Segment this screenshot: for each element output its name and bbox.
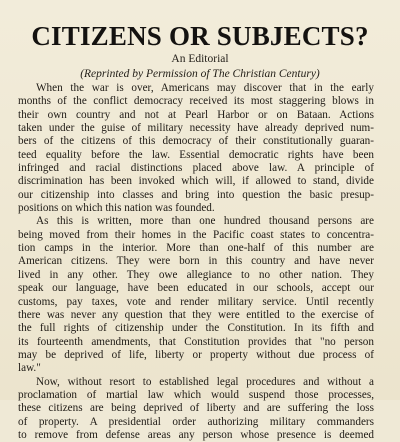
body-line: these citizens are being deprived of liberty and are suffering the loss <box>18 402 374 415</box>
body-line: taken under the guise of military necessity have already deprived num- <box>18 122 374 135</box>
body-line: there was never any question that they were entitled to the exercise of <box>18 308 374 321</box>
body-line: law." <box>18 362 41 375</box>
body-line: bers of the citizens of this democracy of their constitutionally guaran- <box>18 135 374 148</box>
body-line: being moved from their homes in the Pacific coast states to concentra- <box>18 228 374 241</box>
body-line: Now, without resort to established legal procedures and without a <box>36 375 374 388</box>
body-line: American citizens. They were born in this country and have never <box>18 255 374 268</box>
reprint-note: (Reprinted by Permission of The Christian Century) <box>80 68 320 80</box>
body-line: to remove from defense areas any person whose presence is deemed <box>18 428 374 441</box>
editorial-title: CITIZENS OR SUBJECTS? <box>31 21 369 51</box>
editorial-body <box>18 82 374 442</box>
body-line: As this is written, more than one hundred thousand persons are <box>36 215 374 228</box>
body-line: may be deprived of life, liberty or property without due process of <box>18 348 374 361</box>
body-line: When the war is over, Americans may discover that in the early <box>36 82 374 94</box>
body-line: tion camps in the interior. More than one-half of this number are <box>18 242 374 255</box>
body-line: infringed and racial distinctions placed above law. A principle of <box>18 162 374 175</box>
body-line: positions on which this nation was founded. <box>18 202 215 215</box>
body-line: months of the conflict democracy received its most staggering blows in <box>18 95 374 108</box>
body-line: proclamation of martial law which would suspend those processes, <box>18 388 374 401</box>
body-line: customs, pay taxes, vote and render military service. Until recently <box>18 295 374 308</box>
body-line: lived in any other. They owe allegiance to no other nation. They <box>18 268 374 281</box>
body-line: discrimination has been invoked which will, if allowed to stand, divide <box>18 175 374 188</box>
body-line: their own country and not at Pearl Harbor or on Bataan. Actions <box>18 108 374 121</box>
body-line: the full rights of citizenship under the Constitution. In its fifth and <box>18 322 374 335</box>
body-line: of property. A presidential order authorizing military commanders <box>18 415 374 428</box>
editorial-subtitle: An Editorial <box>171 53 229 65</box>
body-line: speak our language, have been educated in our schools, accept our <box>18 282 374 295</box>
body-line: our citizenship into classes and bring into question the basic presup- <box>18 188 374 201</box>
body-line: teed equality before the law. Essential democratic rights have been <box>18 148 374 161</box>
body-line: its fourteenth amendments, that Constitution provides that "no person <box>18 335 374 348</box>
